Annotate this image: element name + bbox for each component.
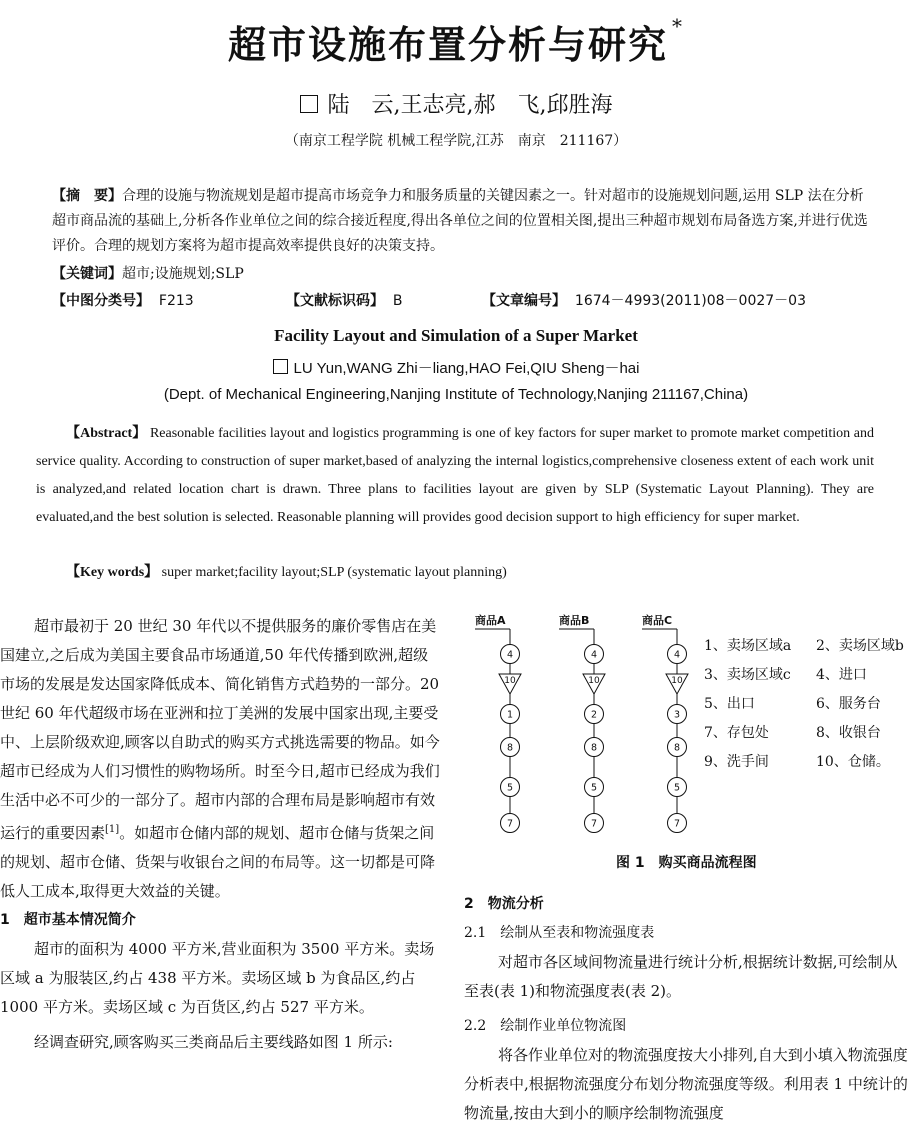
- square-box-icon: [273, 359, 288, 374]
- doc-code: 【文献标识码】 B: [286, 293, 403, 309]
- intro-paragraph: 超市最初于 20 世纪 30 年代以不提供服务的廉价零售店在美国建立,之后成为美国主要食品市场通道,50 年代传播到欧洲,超级市场的发展是发达国家降低成本、简化销售方式趋势的一部分。20 世纪 60 年代超级市场在亚洲和拉丁美洲的发展中国家出现,主要受中、上层阶级欢迎,顾客以自助式的购买方式挑选需要的物品。如今超市已经成为人们习惯性的购物场所。时至今日,超市已经成为我们生活中必不可少的一部分了。超市内部的合理布局是影响超市有效运行的重要因素[1]。如超市仓储内部的规划、超市仓储与货架之间的规划、超市仓储、货架与收银台之间的布局等。这一切都是可降低人工成本,取得更大效益的关键。: [0, 617, 440, 900]
- paragraph-2-2: 将各作业单位对的物流强度按大小排列,自大到小填入物流强度分析表中,根据物流强度分布划分物流强度等级。利用表 1 中统计的物流量,按由大到小的顺序绘制物流强度: [464, 1046, 908, 1122]
- node-label: 10: [671, 676, 683, 686]
- authors-cn: 陆 云,王志亮,郝 飞,邱胜海: [0, 88, 912, 119]
- legend-row: 1、卖场区域a 2、卖场区域b: [704, 638, 904, 654]
- node-label: 7: [673, 818, 681, 830]
- node-label: 1: [506, 709, 514, 721]
- legend-row: 3、卖场区域c 4、进口: [704, 667, 867, 683]
- diagram-legend: [704, 632, 904, 777]
- subsection-heading-2-2: 2.2 绘制作业单位物流图: [464, 1018, 627, 1034]
- node-label: 4: [673, 649, 681, 661]
- section-heading-2: 2 物流分析: [464, 896, 544, 912]
- keywords-cn: 【关键词】超市;设施规划;SLP: [52, 266, 244, 282]
- node-label: 10: [588, 676, 600, 686]
- node-label: 3: [673, 709, 681, 721]
- section-heading-1: 1 超市基本情况简介: [0, 912, 136, 928]
- column-label: 商品A: [475, 614, 506, 627]
- node-label: 5: [590, 782, 598, 794]
- citation-ref: [1]: [105, 824, 120, 835]
- affiliation-en: (Dept. of Mechanical Engineering,Nanjing Institute of Technology,Nanjing 211167,China): [163, 386, 749, 403]
- right-column: [464, 890, 912, 1128]
- node-label: 7: [590, 818, 598, 830]
- node-label: 4: [590, 649, 598, 661]
- route-paragraph: 经调查研究,顾客购买三类商品后主要线路如图 1 所示:: [34, 1033, 393, 1051]
- abstract-en: 【Abstract】 Reasonable facilities layout and logistics programming is one of key factors for super market to promote market competition and service quality. According to construction of super market,based of analyzing the internal logistics,comprehensive closeness extent of each work unit is analyzed,and related location chart is drawn. Three plans to facilities layout are given by SLP (Systematic Layout Planning). They are evaluated,and the best solution is selected. Reasonable planning will provides good decision support to high efficiency for super market.: [36, 426, 874, 525]
- node-label: 8: [673, 742, 681, 754]
- article-number: 【文章编号】 1674－4993(2011)08－0027－03: [482, 293, 806, 309]
- legend-row: 5、出口 6、服务台: [704, 696, 881, 712]
- figure-caption: 图 1 购买商品流程图: [616, 855, 757, 871]
- node-label: 4: [506, 649, 514, 661]
- authors-en: LU Yun,WANG Zhi－liang,HAO Fei,QIU Sheng－hai: [0, 357, 912, 378]
- node-label: 10: [504, 676, 516, 686]
- paper-title-en: Facility Layout and Simulation of a Super Market: [274, 326, 638, 345]
- node-label: 7: [506, 818, 514, 830]
- node-label: 8: [506, 742, 514, 754]
- subsection-heading-2-1: 2.1 绘制从至表和物流强度表: [464, 925, 655, 941]
- node-label: 2: [590, 709, 598, 721]
- overview-paragraph: 超市的面积为 4000 平方米,营业面积为 3500 平方米。卖场区域 a 为服装区,约占 438 平方米。卖场区域 b 为食品区,约占 1000 平方米。卖场区域 c 为百货区,约占 527 平方米。: [0, 940, 435, 1016]
- legend-row: 9、洗手间 10、仓储。: [704, 754, 890, 770]
- left-column: [0, 612, 440, 1057]
- paper-title: 超市设施布置分析与研究 *: [227, 14, 684, 67]
- abstract-cn: 【摘 要】合理的设施与物流规划是超市提高市场竞争力和服务质量的关键因素之一。针对超市的设施规划问题,运用 SLP 法在分析超市商品流的基础上,分析各作业单位之间的综合接近程度,得出各单位之间的位置相关图,提出三种超市规划布局备选方案,并进行优选评价。合理的规划方案将为超市提高效率提供良好的决策支持。: [52, 188, 868, 254]
- keywords-en: 【Key words】 super market;facility layout;SLP (systematic layout planning): [66, 565, 507, 580]
- column-label: 商品C: [642, 614, 673, 627]
- paragraph-2-1: 对超市各区域间物流量进行统计分析,根据统计数据,可绘制从至表(表 1)和物流强度表(表 2)。: [464, 953, 898, 1000]
- node-label: 5: [673, 782, 681, 794]
- flow-diagram: [470, 610, 700, 840]
- title-footnote-mark: *: [672, 14, 684, 38]
- square-box-icon: [300, 95, 318, 113]
- clc-number: 【中图分类号】 F213: [52, 293, 194, 309]
- affiliation-cn: （南京工程学院 机械工程学院,江苏 南京 211167）: [284, 133, 628, 149]
- column-label: 商品B: [559, 614, 590, 627]
- node-label: 5: [506, 782, 514, 794]
- node-label: 8: [590, 742, 598, 754]
- legend-row: 7、存包处 8、收银台: [704, 725, 881, 741]
